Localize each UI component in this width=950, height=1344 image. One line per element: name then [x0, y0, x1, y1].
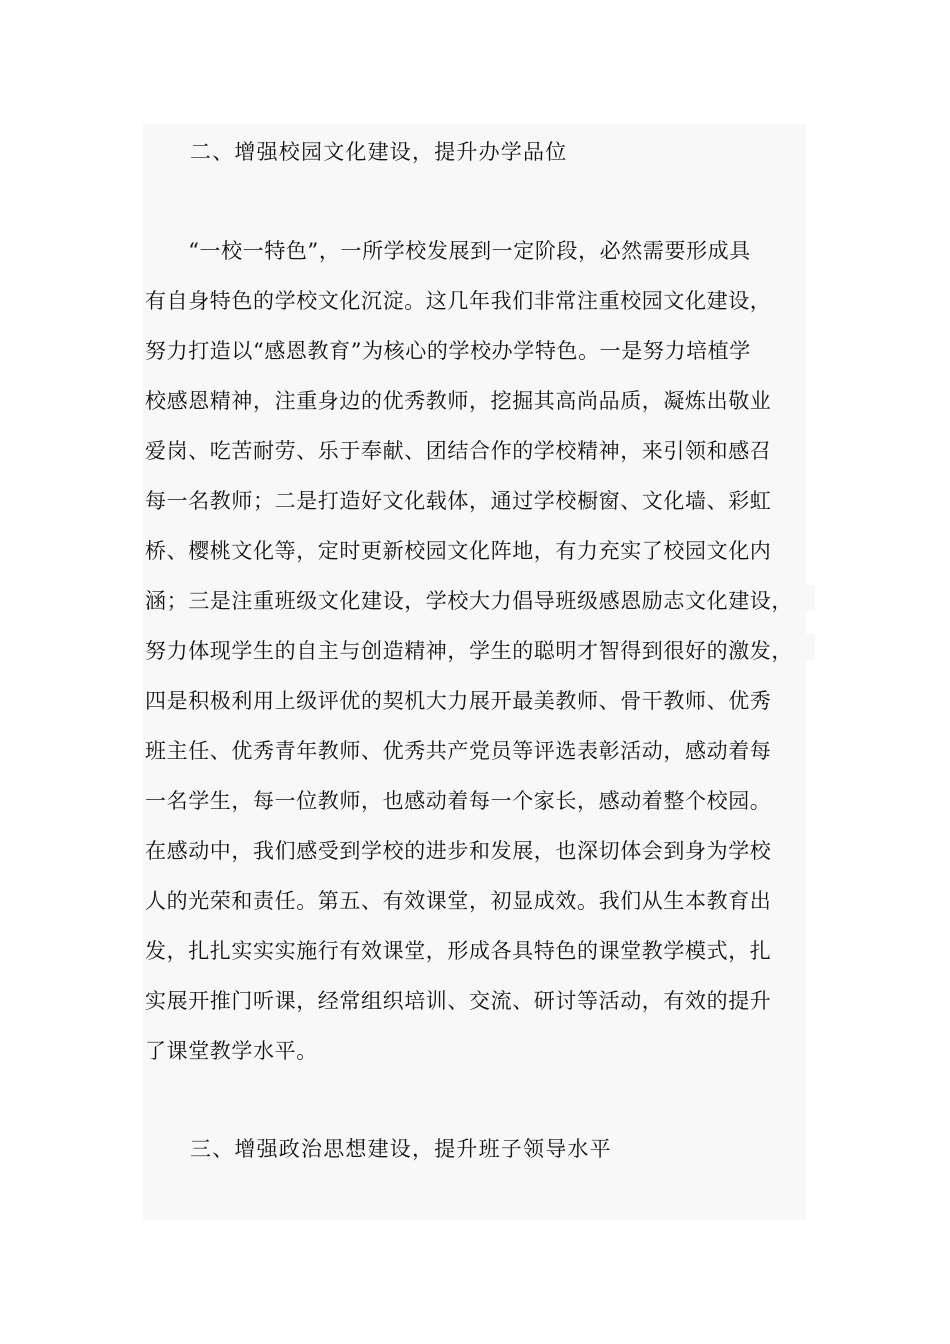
paragraph-line: 努力体现学生的自主与创造精神，学生的聪明才智得到很好的激发，	[145, 639, 793, 663]
paragraph-line: 每一名教师；二是打造好文化载体，通过学校橱窗、文化墙、彩虹	[145, 489, 772, 513]
paragraph-line: 四是积极利用上级评优的契机大力展开最美教师、骨干教师、优秀	[145, 689, 772, 713]
paragraph-line: 发，扎扎实实实施行有效课堂，形成各具特色的课堂教学模式，扎	[145, 939, 772, 963]
paragraph-line: 在感动中，我们感受到学校的进步和发展，也深切体会到身为学校	[145, 839, 772, 863]
body-paragraph	[145, 226, 810, 1076]
paragraph-line: “一校一特色”，一所学校发展到一定阶段，必然需要形成具	[145, 239, 751, 263]
section-heading-3: 三、增强政治思想建设，提升班子领导水平	[190, 1137, 612, 1161]
paragraph-line: 有自身特色的学校文化沉淀。这几年我们非常注重校园文化建设，	[145, 289, 772, 313]
paragraph-line: 涵；三是注重班级文化建设，学校大力倡导班级感恩励志文化建设，	[145, 589, 793, 613]
paragraph-line: 实展开推门听课，经常组织培训、交流、研讨等活动，有效的提升	[145, 989, 772, 1013]
paragraph-line: 了课堂教学水平。	[145, 1039, 318, 1063]
paragraph-line: 努力打造以“感恩教育”为核心的学校办学特色。一是努力培植学	[145, 339, 751, 363]
paragraph-line: 人的光荣和责任。第五、有效课堂，初显成效。我们从生本教育出	[145, 889, 772, 913]
paragraph-line: 桥、樱桃文化等，定时更新校园文化阵地，有力充实了校园文化内	[145, 539, 772, 563]
paragraph-line: 校感恩精神，注重身边的优秀教师，挖掘其高尚品质，凝炼出敬业	[145, 389, 772, 413]
paragraph-line: 班主任、优秀青年教师、优秀共产党员等评选表彰活动，感动着每	[145, 739, 772, 763]
section-heading-2: 二、增强校园文化建设，提升办学品位	[190, 140, 568, 164]
paragraph-line: 一名学生，每一位教师，也感动着每一个家长，感动着整个校园。	[145, 789, 772, 813]
paragraph-line: 爱岗、吃苦耐劳、乐于奉献、团结合作的学校精神，来引领和感召	[145, 439, 772, 463]
